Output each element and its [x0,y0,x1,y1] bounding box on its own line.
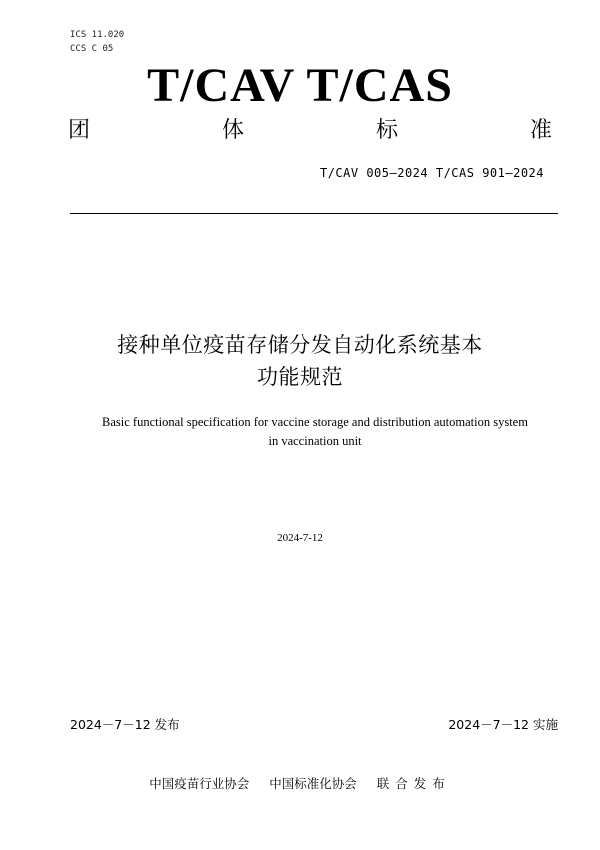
english-title [0,413,600,451]
english-title-line-1: Basic functional specification for vaccine storage and distribution automation system [102,415,528,429]
standard-type-char: 团 [68,118,91,143]
standard-type-char: 标 [375,118,398,143]
standard-type-heading [68,116,552,146]
standard-type-char: 体 [221,118,244,143]
effective-date: 2024－7－12 实施 [448,717,558,732]
classification-codes [70,28,124,56]
header-divider [70,213,558,214]
standard-brand-logo: T/CAV T/CAS [147,59,453,112]
standard-number: T/CAV 005—2024 T/CAS 901—2024 [319,166,544,180]
joint-release-label: 联合发布 [376,776,451,791]
publisher-vaccine-association: 中国疫苗行业协会 [149,776,250,791]
chinese-title-line-1: 接种单位疫苗存储分发自动化系统基本 [117,333,483,357]
publisher-standardization-association: 中国标准化协会 [269,776,357,791]
publishers [0,775,600,793]
ics-code: ICS 11.020 [70,30,125,40]
chinese-title [0,329,600,393]
standard-type-char: 准 [529,118,552,143]
english-title-line-2: in vaccination unit [268,434,362,448]
issue-date: 2024－7－12 发布 [70,717,180,732]
ccs-code: CCS C 05 [70,44,114,54]
chinese-title-line-2: 功能规范 [257,365,343,389]
draft-date: 2024-7-12 [277,532,323,544]
